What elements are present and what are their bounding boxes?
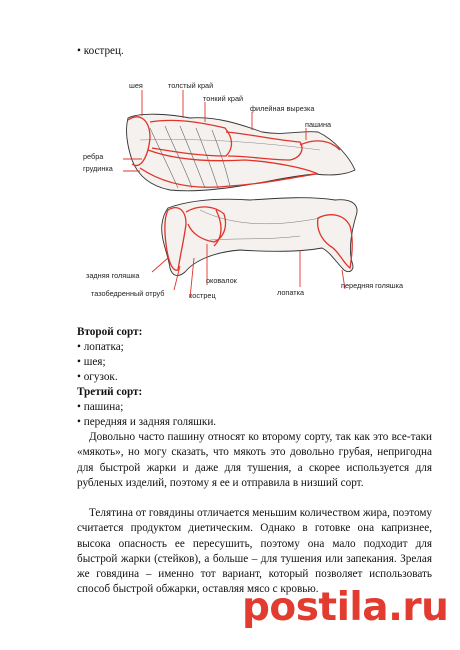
second-grade-heading: Второй сорт:: [77, 326, 143, 338]
paragraph-telyatina: Телятина от говядины отличается меньшим количеством жира, поэтому считается продуктом диетическим. Однако в готовке она капризнее, высока опасность ее пересушить, поэтому она мало подходит для быстрой жарки (стейков), а больше – для тушения или запекания. Зрелая же говядина – именно тот вариант, который позволяет использовать способ быстрой обжарки, оставляя мясо с кровью.: [77, 507, 433, 596]
paragraph-pashina: Довольно часто пашину относят ко второму сорту, так как это все-таки «мякоть», но могу сказать, что мякоть это довольно грубая, непригодна для быстрой жарки и даже для тушения, а скорее используется для рубленых изделий, поэтому я ее и отправила в низший сорт.: [77, 431, 432, 489]
second-grade-item: • огузок.: [77, 371, 118, 383]
label-lopatka: лопатка: [277, 288, 304, 297]
label-tolstyi-krai: толстый край: [168, 81, 214, 90]
carcass-illustration: [0, 0, 460, 320]
bullet-kostrets: • кострец.: [77, 45, 124, 57]
third-grade-item: • пашина;: [77, 401, 124, 413]
label-zadnyaya-golyashka: задняя голяшка: [86, 271, 140, 280]
label-rebra: ребра: [83, 152, 104, 161]
label-file: филейная вырезка: [250, 104, 315, 113]
label-perednyaya-golyashka: передняя голяшка: [341, 281, 404, 290]
label-tonkii-krai: тонкий край: [203, 94, 244, 103]
second-grade-item: • лопатка;: [77, 341, 124, 353]
third-grade-item: • передняя и задняя голяшки.: [77, 416, 217, 428]
label-tazobedrennyi-otrub: тазобедренный отруб: [91, 289, 165, 298]
third-grade-heading: Третий сорт:: [77, 386, 143, 398]
label-sheya: шея: [129, 81, 143, 90]
postila-watermark: postila.ru: [242, 585, 449, 630]
label-kostrets: кострец: [189, 291, 216, 300]
label-grudinka: грудинка: [83, 164, 113, 173]
label-okovalok: оковалок: [206, 276, 237, 285]
label-pashina: пашина: [305, 120, 332, 129]
second-grade-item: • шея;: [77, 356, 106, 368]
